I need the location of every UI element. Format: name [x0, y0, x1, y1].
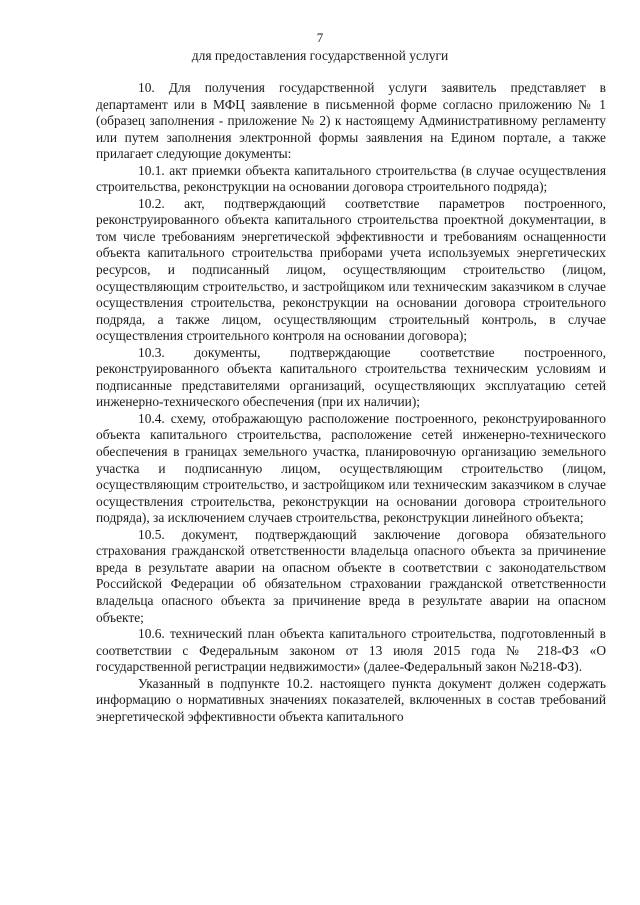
paragraph-note: Указанный в подпункте 10.2. настоящего пункта документ должен содержать информацию о нормативных значениях показателей, включенных в состав требований энергетической эффективности объекта капитального	[96, 675, 606, 724]
paragraph-10-4: 10.4. схему, отображающую расположение построенного, реконструированного объекта капитального строительства, расположение сетей инженерно-технического обеспечения в границах земельного участка, планировочную организацию земельного участка и подписанную лицом, осуществляющим строительство (лицом, осуществляющим строительство, и застройщиком или техническим заказчиком в случае осуществления строительства, реконструкции на основании договора строительного подряда), за исключением случаев строительства, реконструкции линейного объекта;	[96, 410, 606, 526]
paragraph-10-6: 10.6. технический план объекта капитального строительства, подготовленный в соответствии с Федеральным законом от 13 июля 2015 года № 218-ФЗ «О государственной регистрации недвижимости» (далее-Федеральный закон №218-ФЗ).	[96, 626, 606, 675]
paragraph-10-1: 10.1. акт приемки объекта капитального строительства (в случае осуществления строительства, реконструкции на основании договора строительного подряда);	[96, 162, 606, 195]
paragraph-10-3: 10.3. документы, подтверждающие соответствие построенного, реконструированного объекта капитального строительства техническим условиям и подписанные представителями организаций, осуществляющих эксплуатацию сетей инженерно-технического обеспечения (при их наличии);	[96, 344, 606, 410]
paragraph-10: 10. Для получения государственной услуги заявитель представляет в департамент или в МФЦ заявление в письменной форме согласно приложению № 1 (образец заполнения - приложение № 2) к настоящему Административному регламенту или путем заполнения электронной формы заявления на Едином портале, а также прилагает следующие документы:	[96, 80, 606, 162]
paragraph-10-2: 10.2. акт, подтверждающий соответствие параметров построенного, реконструированного объекта капитального строительства проектной документации, в том числе требованиям энергетической эффективности и требованиям оснащенности объекта капитального строительства приборами учета используемых энергетических ресурсов, и подписанный лицом, осуществляющим строительство (лицом, осуществляющим строительство, и застройщиком или техническим заказчиком в случае осуществления строительства, реконструкции на основании договора строительного подряда, а также лицом, осуществляющим строительный контроль, в случае осуществления строительного контроля на основании договора);	[96, 195, 606, 344]
document-body	[96, 80, 606, 725]
paragraph-10-5: 10.5. документ, подтверждающий заключение договора обязательного страхования гражданской ответственности владельца опасного объекта за причинение вреда в результате аварии на опасном объекте в соответствии с законодательством Российской Федерации об обязательном страховании гражданской ответственности владельца опасного объекта за причинение вреда в результате аварии на опасном объекте;	[96, 526, 606, 625]
page-number: 7	[316, 30, 324, 45]
running-header: для предоставления государственной услуги	[191, 48, 449, 63]
